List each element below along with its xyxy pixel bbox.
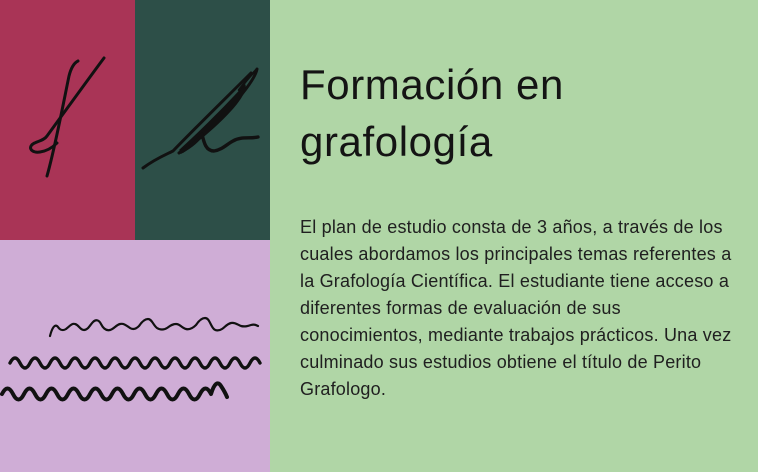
page-description: El plan de estudio consta de 3 años, a través de los cuales abordamos los principales temas referentes a la Grafología Científica. El estudiante tiene acceso a diferentes formas de evaluación de sus conocimientos, mediante trabajos prácticos. Una vez culminado sus estudios obtiene el título de Perito Grafologo. (300, 217, 732, 399)
signature-sample-tile-darkgreen (135, 0, 270, 240)
signature-quill-stroke-icon (135, 0, 270, 240)
scribble-lines-icon (0, 240, 270, 472)
handwriting-scribble-tile-lilac (0, 240, 270, 472)
page-title: Formación en grafología (300, 61, 564, 165)
signature-x-stroke-icon (0, 0, 135, 240)
signature-sample-tile-crimson (0, 0, 135, 240)
